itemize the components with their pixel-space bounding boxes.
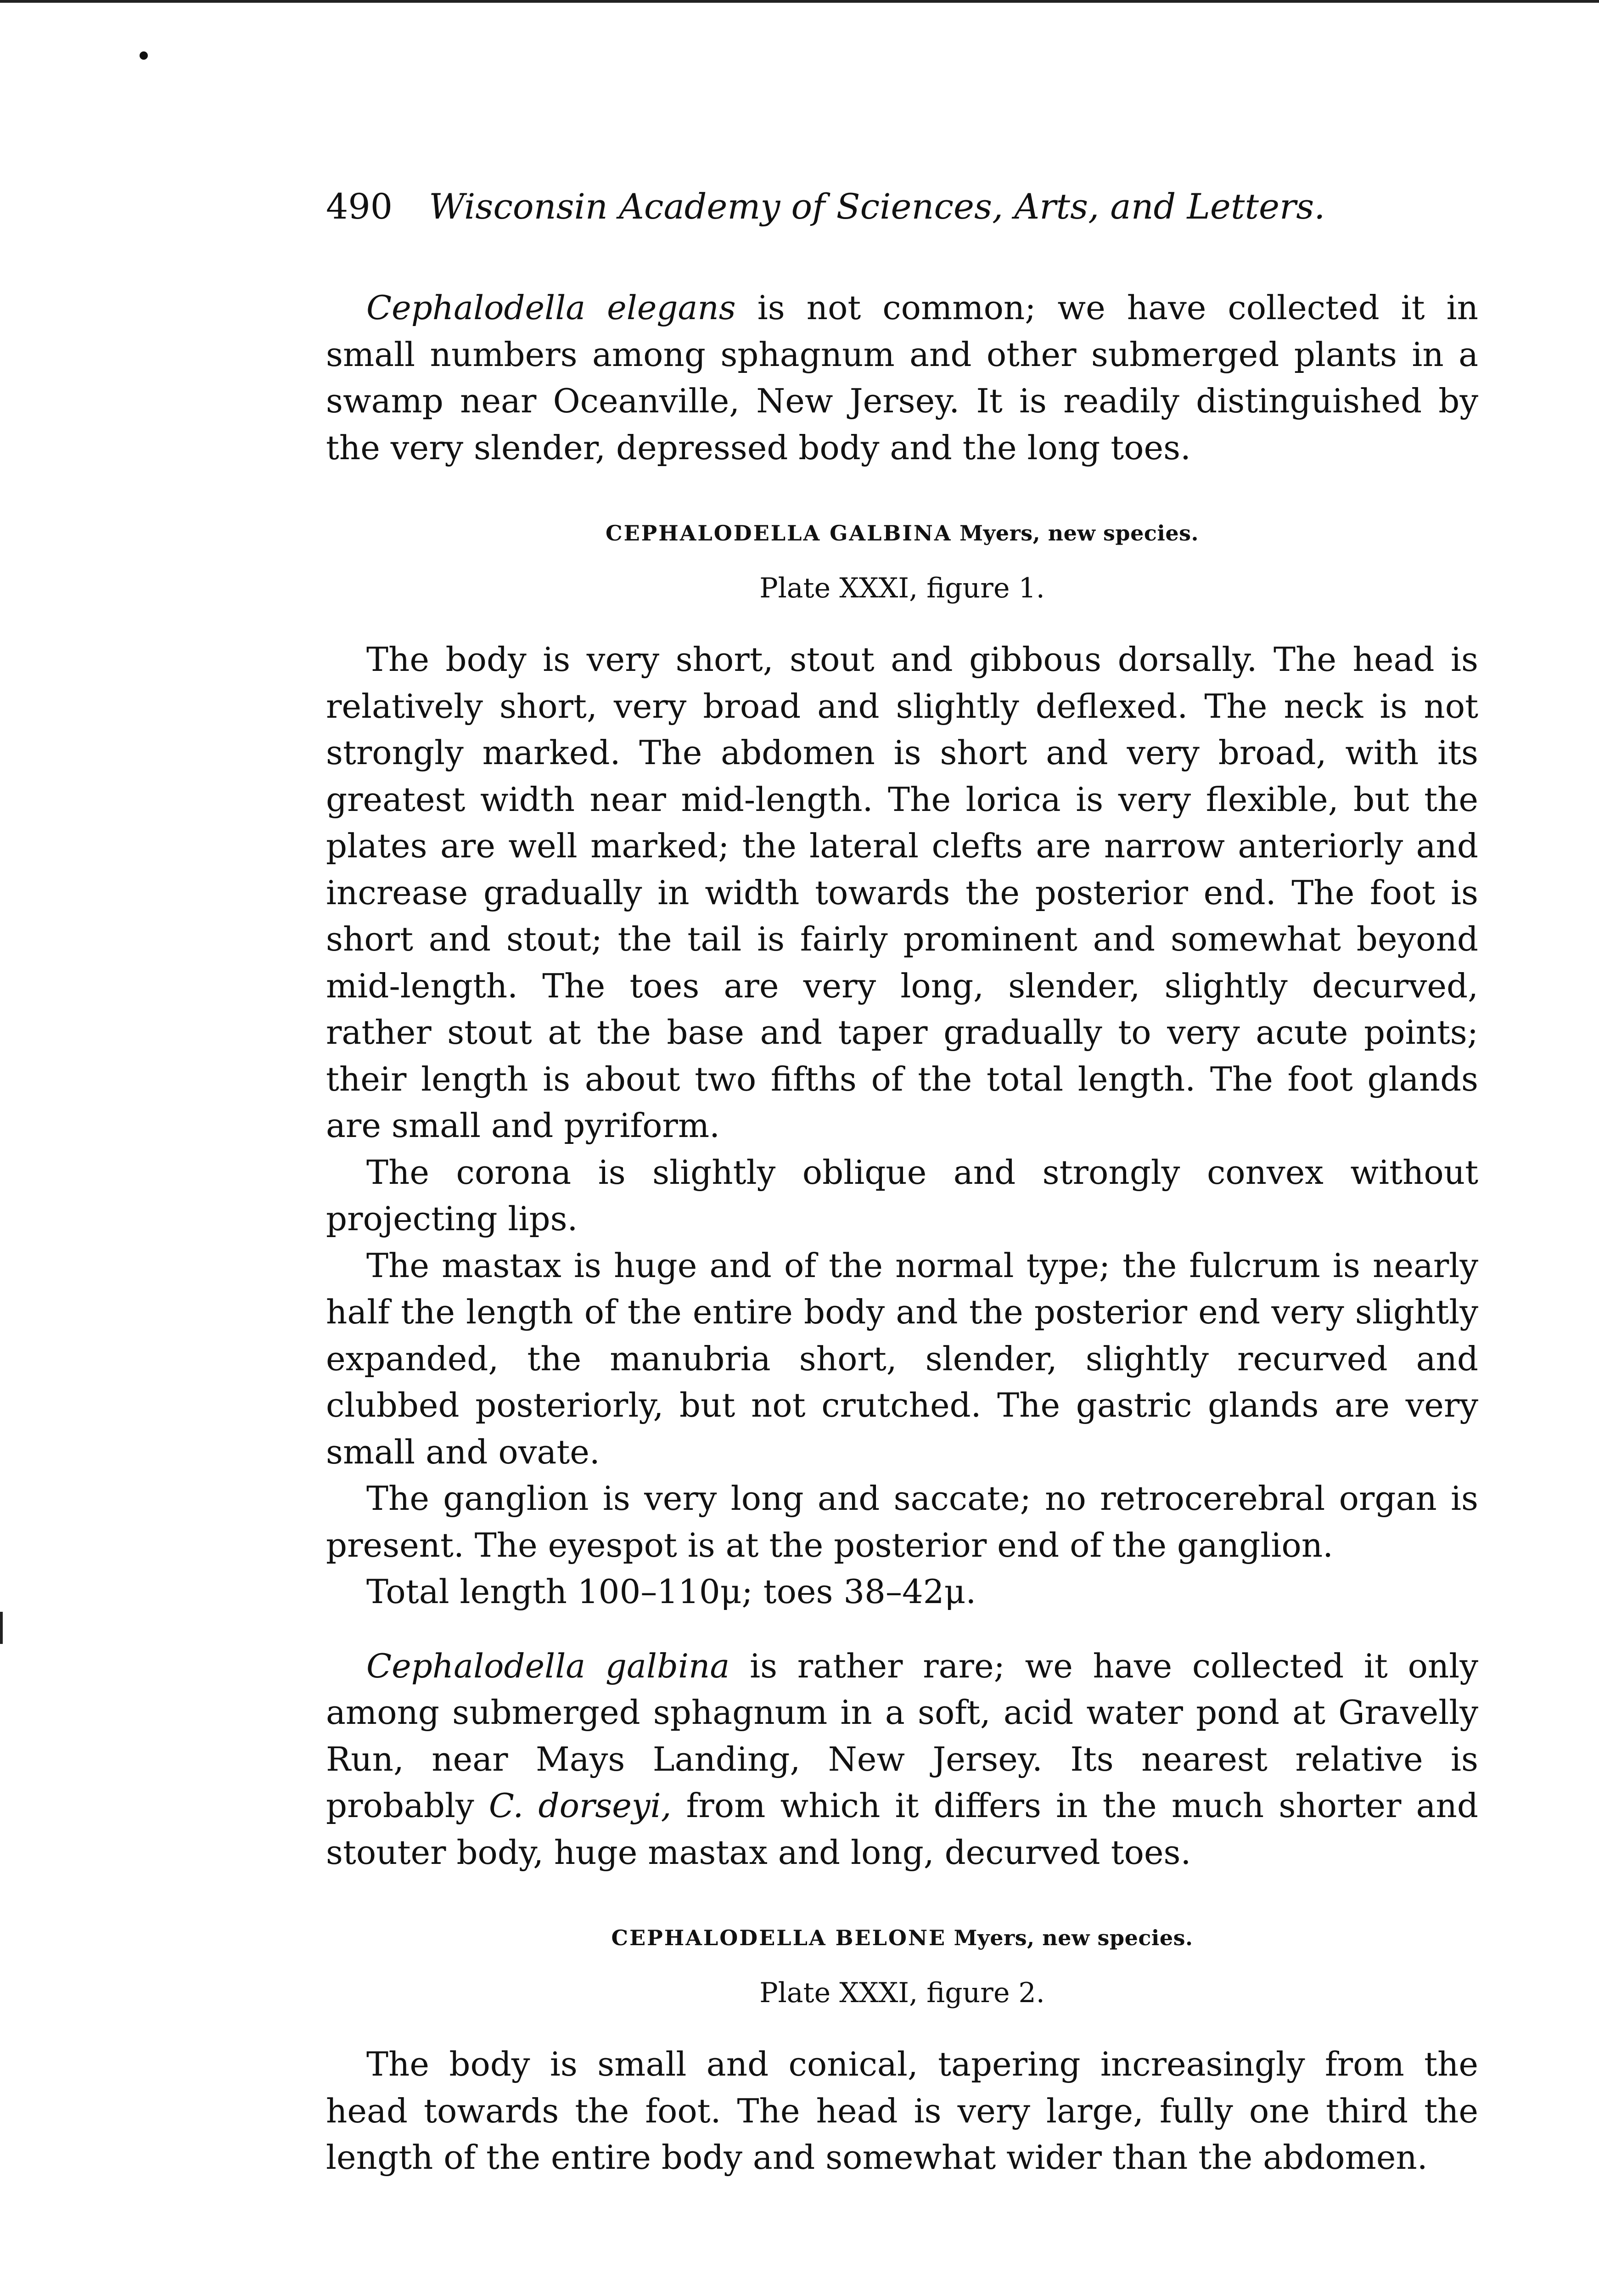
plate-reference-galbina: Plate XXXI, figure 1. [759,572,1045,604]
species-name: Cephalodella elegans [366,288,736,327]
species-heading-author: Myers, new species. [946,1925,1193,1950]
species-heading-name: CEPHALODELLA GALBINA [605,521,952,546]
running-head [326,181,1478,232]
description-paragraph: The mastax is huge and of the normal type; the fulcrum is nearly half the length of the entire body and the posterior end very slightly expanded, the manubria short, slender, slightly recurved and clubbed posteriorly, but not crutched. The gastric glands are very small and ovate. [326,1246,1478,1471]
page-content [326,181,1478,2181]
page-edge-mark [0,1612,3,1644]
paragraph-text: is rather rare; we have collected it only among submerged sphagnum in a soft, acid water pond at Gravelly Run, near Mays Landing, New Jersey. Its nearest relative is probably [326,1646,1479,1825]
species-heading-belone [326,1919,1478,1956]
relative-species-name: C. dorseyi, [488,1786,672,1825]
measurement-paragraph: Total length 100–110μ; toes 38–42μ. [366,1572,976,1611]
description-paragraph: The body is small and conical, tapering increasingly from the head towards the foot. The head is very large, fully one third the length of the entire body and somewhat wider than the abdomen. [326,2045,1478,2177]
description-paragraph: The body is very short, stout and gibbous dorsally. The head is relatively short, very broad and slightly deflexed. The neck is not strongly marked. The abdomen is short and very broad, with its greatest width near mid-length. The lorica is very flexible, but the plates are well marked; the lateral clefts are narrow anteriorly and increase gradually in width towards the posterior end. The foot is short and stout; the tail is fairly prominent and somewhat beyond mid-length. The toes are very long, slender, slightly decurved, rather stout at the base and taper gradually to very acute points; their length is about two fifths of the total length. The foot glands are small and pyriform. [326,640,1478,1145]
journal-title: Wisconsin Academy of Sciences, Arts, and Letters. [429,186,1325,227]
page-number: 490 [326,186,393,227]
intro-paragraph [326,285,1478,471]
ink-dot [140,51,148,60]
species-heading-author: Myers, new species. [952,521,1199,546]
remark-paragraph [326,1643,1478,1876]
species-heading-name: CEPHALODELLA BELONE [611,1925,947,1950]
paragraph-text: is not common; we have collected it in small numbers among sphagnum and other submerged plants in a swamp near Oceanville, New Jersey. It is readily distinguished by the very slender, depressed body and the long toes. [326,288,1479,467]
species-name: Cephalodella galbina [366,1646,730,1685]
species-heading-galbina [326,515,1478,551]
description-paragraph: The ganglion is very long and saccate; no retrocerebral organ is present. The eyespot is at the posterior end of the ganglion. [326,1479,1478,1564]
plate-reference-belone: Plate XXXI, figure 2. [759,1977,1045,2009]
page-top-edge [0,0,1599,3]
paragraph-text: from which it differs in the much shorter and stouter body, huge mastax and long, decurved toes. [326,1786,1478,1872]
description-paragraph: The corona is slightly oblique and strongly convex without projecting lips. [326,1153,1478,1238]
